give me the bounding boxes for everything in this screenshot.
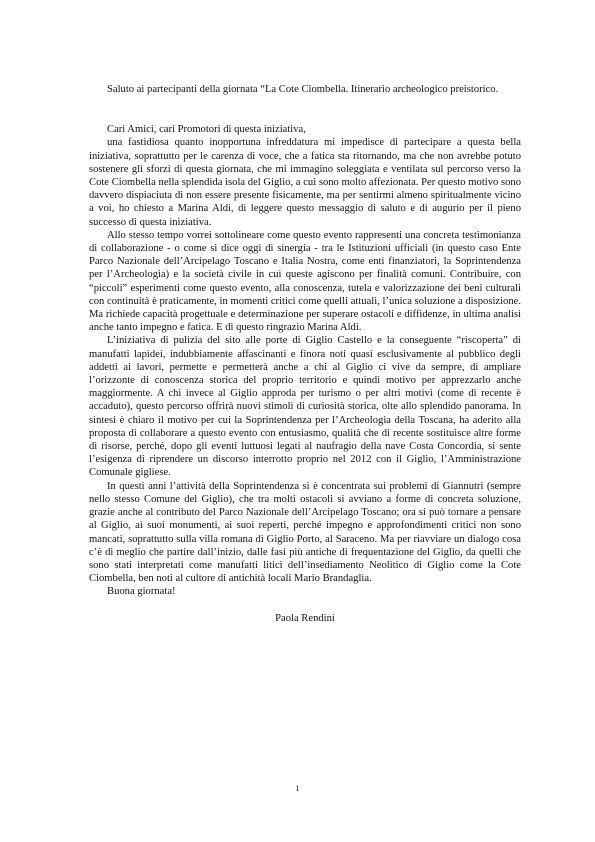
paragraph: In questi anni l’attività della Soprintendenza si è concentrata sui problemi di Giannutri (sempre nello stesso Comune del Giglio), che tra molti ostacoli si avviano a forme di concreta soluzione, grazie anche al contributo del Parco Nazionale dell’Arcipelago Toscano; ora si può tornare a pensare al Giglio, ai suoi monumenti, ai suoi reperti, perché impegno e approfondimenti critici non sono mancati, soprattutto sulla villa romana di Giglio Porto, al Saraceno. Ma per riavviare un dialogo cosa c’è di meglio che partire dall’inizio, dalle fasi più antiche di frequentazione del Giglio, da quelli che sono stati interpretati come manufatti litici dell’insediamento Neolitico di Giglio come la Cote Ciombella, ben noti al cultore di antichità locali Mario Brandaglia.: [89, 480, 521, 585]
paragraph: L’iniziativa di pulizia del sito alle porte di Giglio Castello e la conseguente “riscoperta” di manufatti lapidei, indubbiamente affascinanti e finora noti quasi esclusivamente al pubblico degli addetti ai lavori, permette e permetterà anche a chi al Giglio ci vive da sempre, di ampliare l’orizzonte di conoscenza storica del proprio territorio e quindi motivo per apprezzarlo anche maggiormente. A chi invece al Giglio approda per turismo o per altri motivi (come di recente è accaduto), questo percorso offrirà nuovi stimoli di curiosità storica, olte allo splendido panorama. In sintesi è chiaro il motivo per cui la Soprintendenza per l’Archeologia della Toscana, ha aderito alla proposta di collaborare a questo evento con entusiasmo, qualità che di recente sostituisce altre forme di risorse, perché, dopo gli eventi luttuosi legati al naufragio della nave Costa Concordia, si sente l’esigenza di riprendere un discorso interrotto proprio nel 2012 con il Giglio, l’Amministrazione Comunale gigliese.: [89, 335, 521, 479]
paragraph: Allo stesso tempo vorrei sottolineare come questo evento rappresenti una concreta testimonianza di collaborazione - o come si dice oggi di sinergia - tra le Istituzioni ufficiali (in questo caso Ente Parco Nazionale dell’Arcipelago Toscano e Italia Nostra, come enti finanziatori, la Soprintendenza per l’Archeologia) e la società civile in cui queste agiscono per finalità comuni. Contribuire, con “piccoli” esperimenti come questo evento, alla conoscenza, tutela e valorizzazione dei beni culturali con continuità è praticamente, in momenti critici come quelli attuali, l’unica soluzione a disposizione. Ma richiede capacità progettuale e determinazione per superare ostacoli e diffidenze, in ultima analisi anche tanto impegno e fatica. E di questo ringrazio Marina Aldi.: [89, 229, 521, 334]
closing-line: Buona giornata!: [107, 586, 176, 598]
page-number: 1: [295, 784, 300, 793]
document-title: Saluto ai partecipanti della giornata “La Cote Ciombella. Itinerario archeologico preistorico.: [107, 84, 499, 95]
signature: Paola Rendini: [275, 612, 335, 624]
greeting: Cari Amici, cari Promotori di questa iniziativa,: [107, 124, 306, 136]
document-body: [89, 83, 521, 625]
paragraph: una fastidiosa quanto inopportuna infreddatura mi impedisce di partecipare a questa bella iniziativa, soprattutto per le carenza di voce, che a fatica sta ritornando, ma che non avrebbe potuto sostenere gli sforzi di questa giornata, che mi immagino soleggiata e ventilata sul percorso verso la Cote Ciombella nella splendida isola del Giglio, a cui sono molto affezionata. Per questo motivo sono davvero dispiaciuta di non essere presente fisicamente, ma per sentirmi almeno spiritualmente vicino a voi, ho chiesto a Marina Aldi, di leggere questo messaggio di saluto e di augurio per il pieno successo di questa iniziativa.: [89, 137, 521, 228]
